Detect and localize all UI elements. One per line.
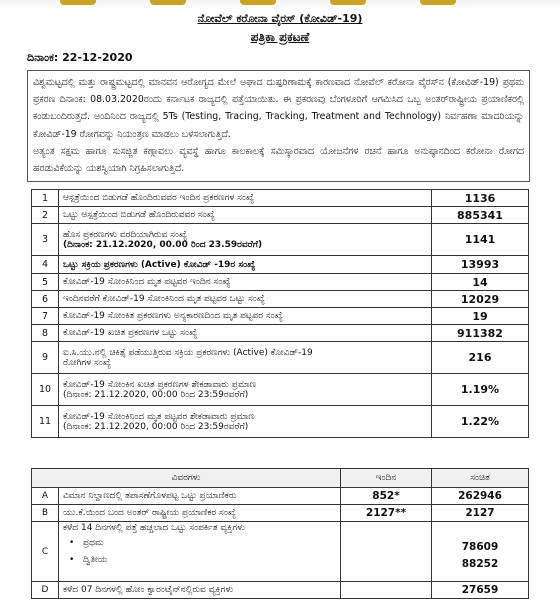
row-description: [59, 374, 432, 406]
row-description: [59, 308, 432, 325]
stats-row: [32, 325, 529, 342]
row-value: 14: [432, 274, 529, 291]
stats-row: [32, 256, 529, 274]
row-description-text: ಇಂದಿನವರೆಗೆ ಕೋವಿಡ್-19 ಸೋಂಕಿನಿಂದ ಮೃತ ಪಟ್ಟವರ ಒಟ್ಟು ಸಂಖ್ಯೆ: [63, 294, 265, 304]
row-description: [59, 291, 432, 308]
row-description-sub: (ದಿನಾಂಕ: 21.12.2020, 00:00 ರಿಂದ 23:59ರವರೆಗೆ): [63, 421, 249, 432]
secondary-contacts-value: 88252: [461, 558, 499, 570]
stats-row: [32, 308, 529, 325]
cumulative-value: 262946: [432, 488, 529, 505]
row-value: 1141: [432, 224, 529, 256]
details-row-a: [32, 488, 529, 505]
row-value: 911382: [432, 325, 529, 342]
row-description-text: ಕೋವಿಡ್-19 ಸೋಂಕಿನಿಂದ ಮೃತ ಪಟ್ಟವರ ಶೇಕಡಾವಾರು ಪ್ರಮಾಣ: [63, 411, 255, 422]
row-value: 13993: [432, 256, 529, 274]
row-description-sub: (ದಿನಾಂಕ: 21.12.2020, 00.00 ರಿಂದ 23.59ರವರೆಗೆ): [63, 239, 263, 250]
stats-row: [32, 374, 529, 406]
stats-row: [32, 406, 529, 438]
row-number: 8: [32, 325, 59, 342]
row-description-text: ಕೋವಿಡ್-19 ಖಚಿತ ಪ್ರಕರಣಗಳ ಒಟ್ಟು ಸಂಖ್ಯೆ: [63, 328, 198, 338]
details-row-d: [32, 582, 529, 599]
row-number: 1: [32, 190, 59, 207]
stats-row: [32, 207, 529, 224]
stats-row: [32, 291, 529, 308]
row-number: 3: [32, 224, 59, 256]
row-number: 2: [32, 207, 59, 224]
intro-paragraph-2: ಅತ್ಯಂತ ಸಕ್ಷಮ ಹಾಗೂ ಸುಸಜ್ಜಿತ ಕಣ್ಗಾವಲು ವ್ಯವಸ್ಥೆ ಹಾಗೂ ಕಾಲಕಾಲಕ್ಕೆ ಸಮಿಸ್ಕಾರವಾದ ಯೋಜನೆಗಳ ರಚನೆ ಹಾಗೂ ಅನುಷ್ಠಾನದಿಂದ ಕರೋನಾ ರೋಗದ ಹರಡುವಿಕೆಯನ್ನು ಯಶಸ್ವಿಯಾಗಿ ನಿಗ್ರಹಿಸಲಾಗುತ್ತಿದೆ.: [33, 145, 524, 175]
cumulative-value: 2127: [432, 505, 529, 522]
row-number: 5: [32, 274, 59, 291]
row-description: [59, 224, 432, 256]
row-number: 10: [32, 374, 59, 406]
row-description: [59, 342, 432, 374]
row-description-text: ಕೋವಿಡ್-19 ಸೋಂಕಿನ ಖಚಿತ ಪ್ರಕರಣಗಳ ಶೇಕಡಾವಾರು ಪ್ರಮಾಣ: [63, 379, 257, 390]
row-label: D: [32, 582, 59, 599]
row-value: 216: [432, 342, 529, 374]
row-description: [59, 207, 432, 224]
row-description-text: ಕೋವಿಡ್-19 ಸೋಂಕಿತ ಪ್ರಕರಣಗಳು ಅನ್ಯಕಾರಣದಿಂದ ಮೃತ ಪಟ್ಟವರ ಸಂಖ್ಯೆ: [63, 311, 283, 321]
intro-paragraph-1: ವಿಶ್ವಮಟ್ಟದಲ್ಲಿ ಮತ್ತು ರಾಷ್ಟ್ರಮಟ್ಟದಲ್ಲಿ ಮಾನವನ ಆರೋಗ್ಯದ ಮೇಲೆ ಅಘಾದ ದುಷ್ಪರಿಣಾಮಕ್ಕೆ ಕಾರಣವಾದ ನೋವೆಲ್ ಕರೋನಾ ವೈರಸ್‌ನ (ಕೋವಿಡ್-19) ಪ್ರಥಮ ಪ್ರಕರಣ ದಿನಾಂಕ: 08.03.2020ರಂದು ಕರ್ನಾಟಕ ರಾಜ್ಯದಲ್ಲಿ ಪತ್ತೆಯಾಯಿತು. ಈ ಪ್ರಕರಣವು ಬೆಂಗಳೂರಿಗೆ ಆಗಮಿಸಿದ ಒಬ್ಬ ಅಂತರ್‌ರಾಷ್ಟ್ರೀಯ ಪ್ರಯಾಣಿಕರಲ್ಲಿ ಕಂಡುಬಂದಿರುತ್ತದೆ. ಅಂದಿನಿಂದ ರಾಜ್ಯದಲ್ಲಿ 5Ts (Testing, Tracing, Tracking, Treatment and Technology) ನಿರ್ವಹಣಾ ಮಾದರಿಯನ್ನು ಕೋವಿಡ್-19 ರೋಗವನ್ನು ನಿಯಂತ್ರಣ ಮಾಡಲು ಬಳಸಲಾಗುತ್ತಿದೆ.: [33, 77, 524, 140]
row-value: 12029: [432, 291, 529, 308]
row-value: 885341: [432, 207, 529, 224]
details-row-b: [32, 505, 529, 522]
row-description: [59, 274, 432, 291]
row-value: 1136: [432, 190, 529, 207]
row-number: 6: [32, 291, 59, 308]
row-description-sub: ರೋಗಿಗಳ ಸಂಖ್ಯೆ: [63, 357, 111, 368]
row-description: ವಿಮಾನ ನಿಲ್ದಾಣದಲ್ಲಿ ತಪಾಸಣೆಗೊಳಪಟ್ಟ ಒಟ್ಟು ಪ್ರಯಾಣಿಕರು: [59, 488, 341, 505]
release-date: ದಿನಾಂಕ: 22-12-2020: [27, 51, 133, 64]
row-description: [59, 325, 432, 342]
contact-sublist: [63, 535, 336, 569]
intro-box: [27, 70, 530, 182]
top-decoration: [0, 0, 560, 10]
details-header-row: [32, 469, 529, 488]
row-description-text: ಐ.ಸಿ.ಯು.ನಲ್ಲಿ ಚಿಕಿತ್ಸೆ ಪಡೆಯುತ್ತಿರುವ ಸಕ್ರಿಯ ಪ್ರಕರಣಗಳು (Active) ಕೋವಿಡ್-19: [63, 347, 313, 358]
cumulative-value: 27659: [432, 582, 529, 599]
row-description: [59, 406, 432, 438]
details-header: ವಿವರಗಳು: [32, 469, 341, 488]
document-subtitle: ನೋವೆಲ್ ಕರೋನಾ ವೈರಸ್ (ಕೋವಿಡ್-19): [197, 12, 363, 25]
row-description-sub: (ದಿನಾಂಕ: 21.12.2020, 00:00 ರಿಂದ 23:59ರವರೆಗೆ): [63, 389, 249, 400]
row-description-text: ಕೋವಿಡ್-19 ಸೋಂಕಿನಿಂದ ಮೃತ ಪಟ್ಟವರ ಇಂದಿನ ಸಂಖ್ಯೆ: [63, 277, 231, 287]
row-number: 7: [32, 308, 59, 325]
details-table: [31, 468, 529, 599]
row-number: 4: [32, 256, 59, 274]
stats-table: [31, 189, 529, 438]
row-value: 19: [432, 308, 529, 325]
stats-row: [32, 224, 529, 256]
row-description: [59, 190, 432, 207]
row-label: B: [32, 505, 59, 522]
row-value: 1.22%: [432, 406, 529, 438]
secondary-contacts-label: • ದ್ವಿತೀಯ: [77, 552, 336, 569]
primary-contacts-value: 78609: [461, 541, 499, 553]
details-row-c: [32, 522, 529, 582]
stats-row: [32, 190, 529, 207]
row-description-text: ಹೊಸ ಪ್ರಕರಣಗಳು ವರದಿಯಾಗಿರುವ ಸಂಖ್ಯೆ: [63, 229, 188, 240]
primary-contacts-label: • ಪ್ರಥಮ: [77, 535, 336, 552]
today-value: 852*: [341, 488, 432, 505]
today-value: 2127**: [341, 505, 432, 522]
row-description: ಯು.ಕೆ.ಯಿಂದ ಬಂದ ಅಂತರ್ ರಾಷ್ಟ್ರೀಯ ಪ್ರಯಾಣಿಕರ ಸಂಖ್ಯೆ: [59, 505, 341, 522]
today-header: ಇಂದಿನ: [341, 469, 432, 488]
row-description-text: ಒಟ್ಟು ಆಸ್ಪತ್ರೆಯಿಂದ ಬಿಡುಗಡೆ ಹೊಂದಿರುವವರ ಸಂಖ್ಯೆ: [63, 210, 215, 220]
row-label: A: [32, 488, 59, 505]
row-description-text: ಕಳೆದ 14 ದಿನಗಳಲ್ಲಿ ಪತ್ತೆ ಹಚ್ಚಲಾದ ಒಟ್ಟು ಸಂಪರ್ಕಿತ ವ್ಯಕ್ತಿಗಳು: [63, 523, 245, 533]
row-description-text: ಒಟ್ಟು ಸಕ್ರಿಯ ಪ್ರಕರಣಗಳು (Active) ಕೋವಿಡ್ -19ರ ಸಂಖ್ಯೆ: [63, 259, 256, 270]
row-description: [59, 256, 432, 274]
cumulative-values: [432, 522, 529, 582]
row-description: [59, 522, 341, 582]
cumulative-header: ಸಂಚಿತ: [432, 469, 529, 488]
row-number: 11: [32, 406, 59, 438]
today-value: [341, 582, 432, 599]
stats-row: [32, 274, 529, 291]
row-label: C: [32, 522, 59, 582]
today-value: [341, 522, 432, 582]
stats-row: [32, 342, 529, 374]
row-number: 9: [32, 342, 59, 374]
page-title: ಪತ್ರಿಕಾ ಪ್ರಕಟಣೆ: [250, 30, 310, 44]
row-value: 1.19%: [432, 374, 529, 406]
row-description-text: ಆಸ್ಪತ್ರೆಯಿಂದ ಬಿಡುಗಡೆ ಹೊಂದಿರುವವರ ಇಂದಿನ ಪ್ರಕರಣಗಳ ಸಂಖ್ಯೆ: [63, 193, 255, 203]
row-description: ಕಳೆದ 07 ದಿನಗಳಲ್ಲಿ ಹೋಂ ಕ್ವಾರಂಟೈನ್‌ನಲ್ಲಿರುವ ವ್ಯಕ್ತಿಗಳು: [59, 582, 341, 599]
